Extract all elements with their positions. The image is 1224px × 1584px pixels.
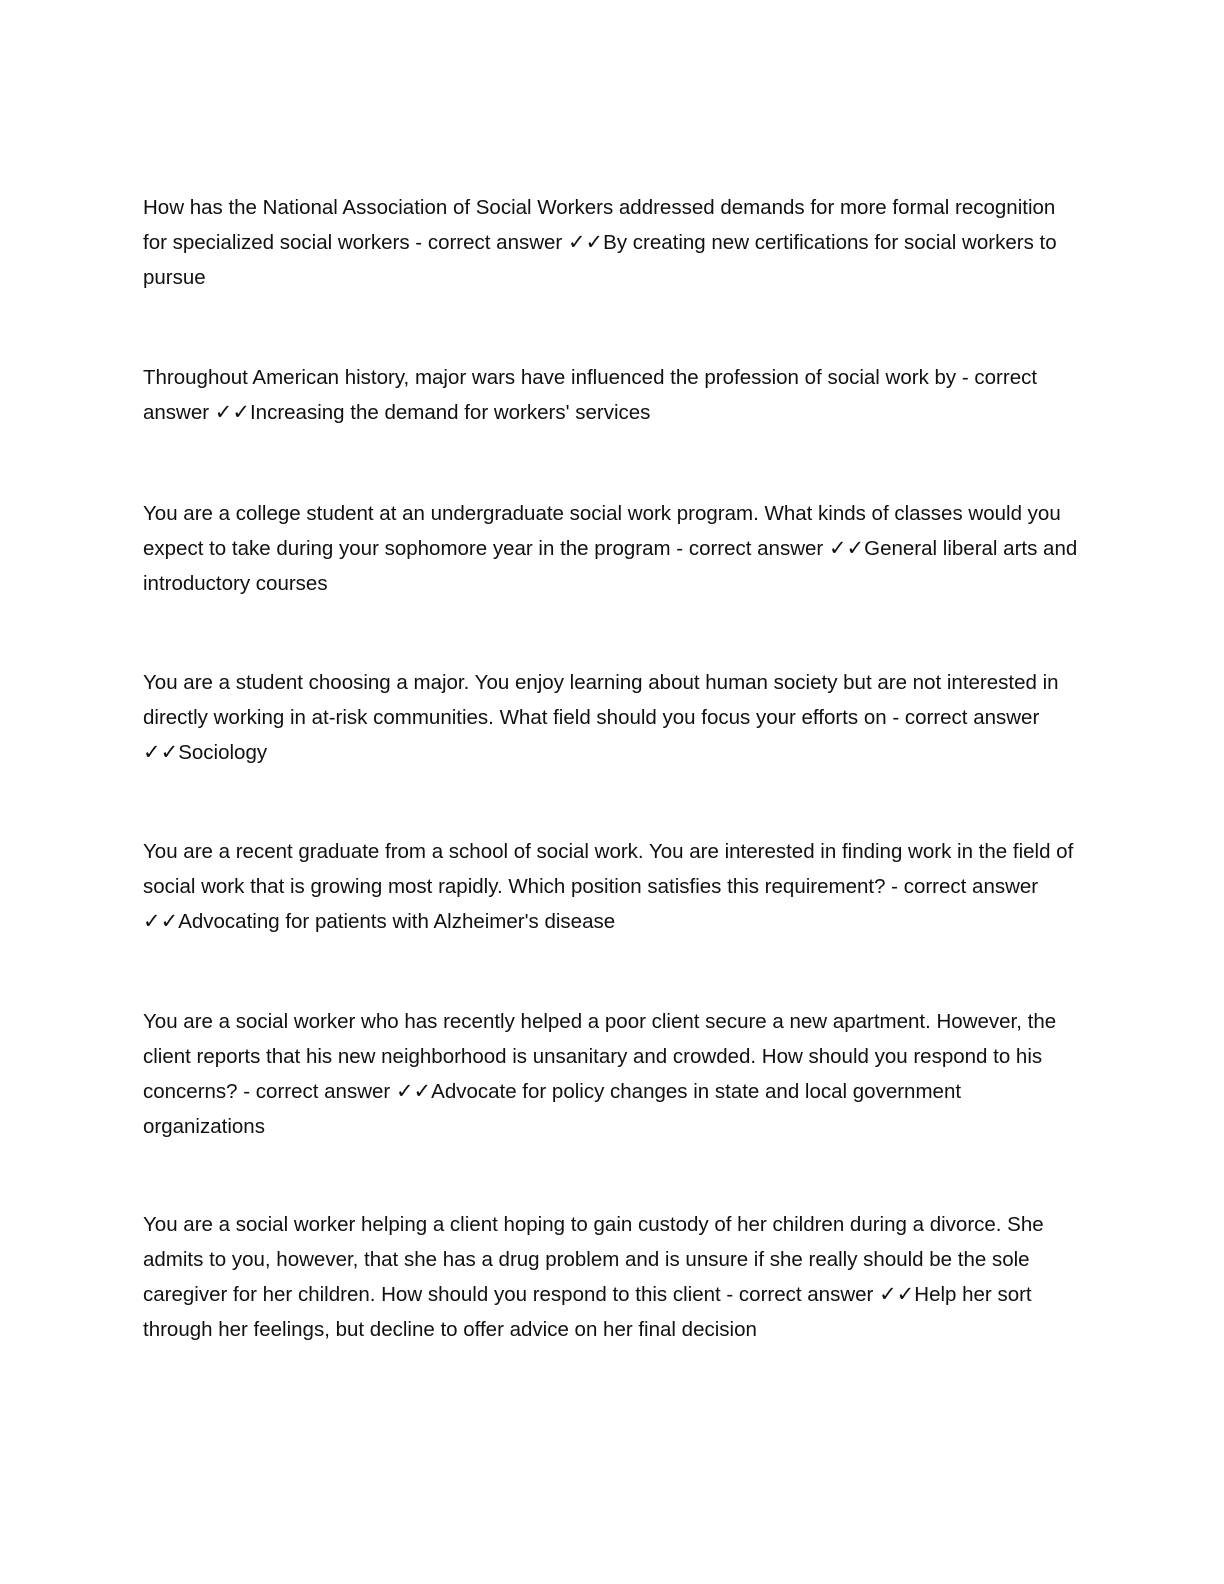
qa-item (143, 496, 1078, 601)
question-text: How has the National Association of Social Workers addressed demands for more formal recognition for specialized social workers - correct answer (143, 196, 1056, 254)
answer-text: Increasing the demand for workers' services (249, 401, 651, 424)
question-text: You are a social worker helping a client hoping to gain custody of her children during a divorce. She admits to you, however, that she has a drug problem and is unsure if she really should be the sole caregiver for her children. How should you respond to this client - correct answer (143, 1213, 1044, 1306)
answer-text: Advocating for patients with Alzheimer's disease (178, 910, 616, 933)
qa-item (143, 360, 1078, 430)
double-check-icon: ✓✓ (879, 1282, 915, 1306)
double-check-icon: ✓✓ (143, 740, 179, 764)
double-check-icon: ✓✓ (143, 909, 179, 933)
answer-text: Sociology (178, 741, 268, 764)
double-check-icon: ✓✓ (214, 400, 250, 424)
qa-item (143, 834, 1078, 939)
qa-item (143, 1004, 1078, 1144)
double-check-icon: ✓✓ (395, 1079, 432, 1103)
answer-text: By creating new certifications for social workers to pursue (143, 231, 1057, 289)
question-text: You are a social worker who has recently helped a poor client secure a new apartment. However, the client reports that his new neighborhood is unsanitary and crowded. How should you respond to his concerns? - correct answer (143, 1010, 1057, 1103)
qa-item (143, 665, 1078, 770)
qa-item (143, 1207, 1078, 1347)
double-check-icon: ✓✓ (828, 536, 865, 560)
double-check-icon: ✓✓ (567, 230, 604, 254)
question-text: You are a student choosing a major. You enjoy learning about human society but are not interested in directly working in at-risk communities. What field should you focus your efforts on - correct answer (143, 671, 1059, 729)
answer-text: Advocate for policy changes in state and local government organizations (143, 1080, 962, 1138)
qa-item (143, 190, 1078, 295)
answer-text: General liberal arts and introductory courses (143, 537, 1078, 595)
answer-text: Help her sort through her feelings, but decline to offer advice on her final decision (143, 1283, 1032, 1341)
question-text: You are a college student at an undergraduate social work program. What kinds of classes would you expect to take during your sophomore year in the program - correct answer (143, 502, 1061, 560)
question-text: You are a recent graduate from a school of social work. You are interested in finding work in the field of social work that is growing most rapidly. Which position satisfies this requirement? - correct answer (143, 840, 1074, 898)
question-text: Throughout American history, major wars have influenced the profession of social work by - correct answer (143, 366, 1038, 424)
